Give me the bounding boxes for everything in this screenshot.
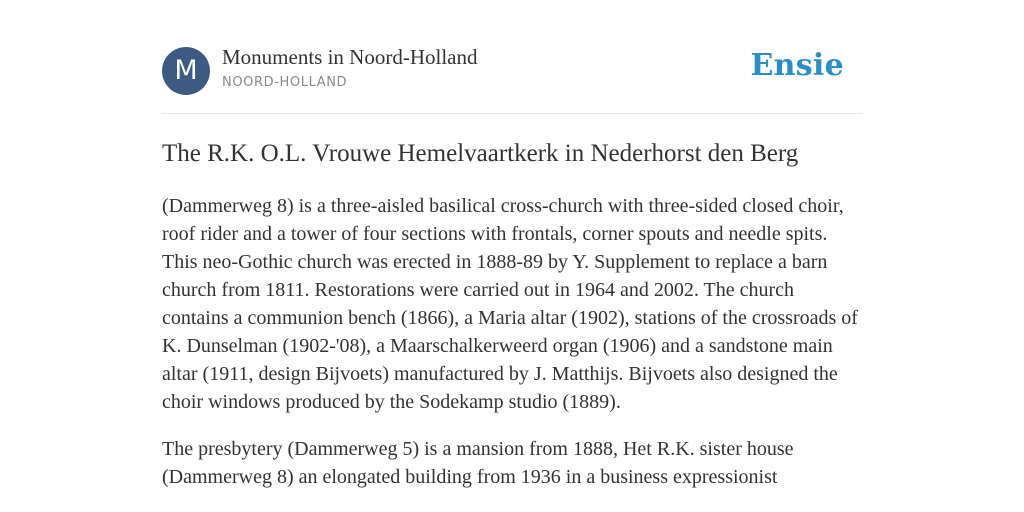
source-title[interactable]: Monuments in Noord-Holland xyxy=(222,45,478,69)
article-paragraph: The presbytery (Dammerweg 5) is a mansion from 1888, Het R.K. sister house (Dammerweg 8) an elongated building from 1936 in a business expressionist xyxy=(162,438,794,488)
content-card xyxy=(162,0,862,491)
source-header xyxy=(162,0,862,114)
source-avatar[interactable]: M xyxy=(162,47,210,95)
article-title: The R.K. O.L. Vrouwe Hemelvaartkerk in Nederhorst den Berg xyxy=(162,140,799,167)
article-paragraph: (Dammerweg 8) is a three-aisled basilical cross-church with three-sided closed choir, roof rider and a tower of four sections with frontals, corner spouts and needle spits. This neo-Gothic church was erected in 1888-89 by Y. Supplement to replace a barn church from 1811. Restorations were carried out in 1964 and 2002. The church contains a communion bench (1866), a Maria altar (1902), stations of the crossroads of K. Dunselman (1902-'08), a Maarschalkerweerd organ (1906) and a sandstone main altar (1911, design Bijvoets) manufactured by J. Matthijs. Bijvoets also designed the choir windows produced by the Sodekamp studio (1889). xyxy=(162,195,858,413)
source-subtitle: NOORD-HOLLAND xyxy=(222,75,348,90)
brand-logo[interactable]: Ensie xyxy=(750,48,844,83)
